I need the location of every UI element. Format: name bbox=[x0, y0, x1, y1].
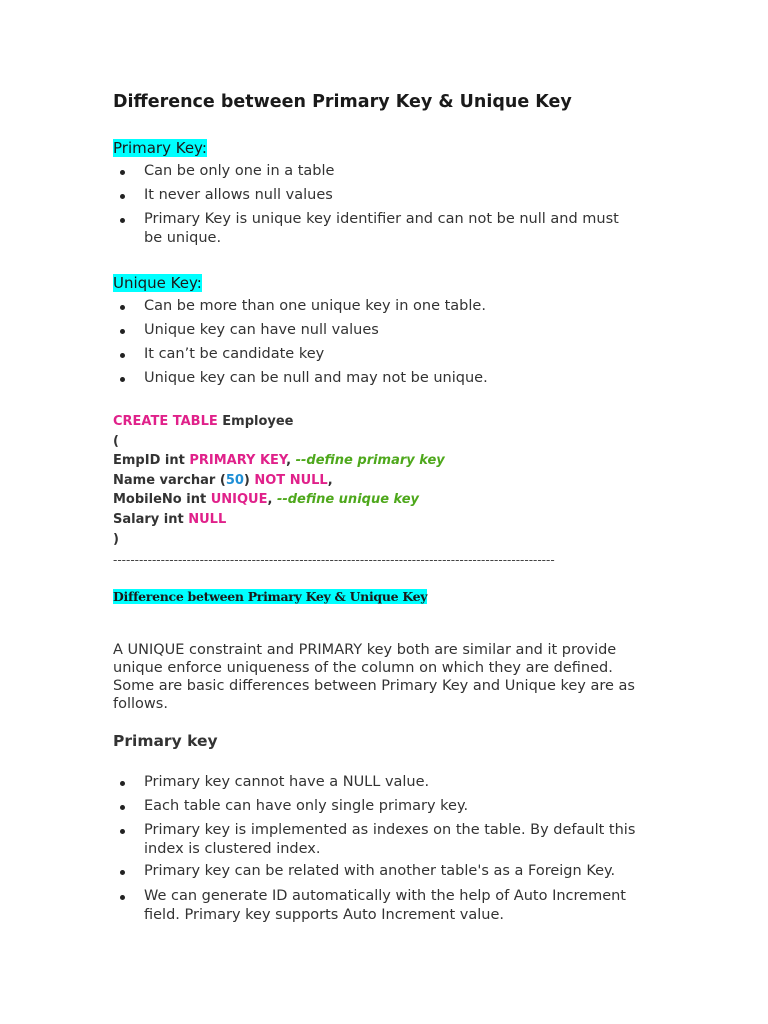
bullet-icon bbox=[120, 170, 125, 175]
bullet-icon bbox=[120, 781, 125, 786]
list-item: Each table can have only single primary key. bbox=[113, 797, 635, 821]
paragraph-line: A UNIQUE constraint and PRIMARY key both are similar and it provide bbox=[113, 642, 617, 658]
bullet-icon bbox=[120, 829, 125, 834]
code-line: Name varchar (50) NOT NULL, bbox=[113, 472, 333, 488]
primary-key-heading-text: Primary Key: bbox=[113, 139, 207, 157]
divider-line: ------------------------------------------------------------------------------------------------------ bbox=[113, 553, 555, 567]
bullet-icon bbox=[120, 329, 125, 334]
intro-paragraph bbox=[113, 641, 663, 713]
bullet-icon bbox=[120, 353, 125, 358]
list-item: Primary key is implemented as indexes on the table. By default this bbox=[113, 821, 635, 840]
bullet-icon bbox=[120, 377, 125, 382]
list-item: Can be only one in a table bbox=[113, 162, 619, 186]
bullet-icon bbox=[120, 805, 125, 810]
code-line: EmpID int PRIMARY KEY, --define primary key bbox=[113, 453, 445, 469]
code-line: MobileNo int UNIQUE, --define unique key bbox=[113, 492, 420, 508]
list-item: We can generate ID automatically with the help of Auto Increment bbox=[113, 887, 635, 906]
code-line: CREATE TABLE Employee bbox=[113, 414, 294, 429]
list-item: Primary key can be related with another table's as a Foreign Key. bbox=[113, 862, 635, 887]
page-title: Difference between Primary Key & Unique Key bbox=[113, 92, 572, 112]
bullet-icon bbox=[120, 218, 125, 223]
paragraph-line: follows. bbox=[113, 696, 168, 712]
list-item: It never allows null values bbox=[113, 186, 619, 210]
second-title bbox=[113, 589, 427, 604]
primary-key-heading bbox=[113, 139, 207, 157]
list-item: Unique key can have null values bbox=[113, 321, 488, 345]
list-item-continuation: index is clustered index. bbox=[144, 841, 321, 857]
unique-key-heading-text: Unique Key: bbox=[113, 274, 202, 292]
unique-key-heading bbox=[113, 274, 202, 292]
code-line: ( bbox=[113, 433, 119, 449]
list-item-continuation: be unique. bbox=[144, 230, 222, 246]
second-title-text: Difference between Primary Key & Unique Key bbox=[113, 589, 428, 604]
list-item: Primary key cannot have a NULL value. bbox=[113, 773, 635, 797]
unique-key-list bbox=[113, 297, 488, 393]
list-item: It can’t be candidate key bbox=[113, 345, 488, 369]
primary-key-list bbox=[113, 162, 619, 248]
list-item: Unique key can be null and may not be unique. bbox=[113, 369, 488, 393]
sql-code-block bbox=[113, 412, 445, 549]
code-line: Salary int NULL bbox=[113, 511, 227, 527]
list-item-continuation: field. Primary key supports Auto Increment value. bbox=[144, 907, 504, 923]
primary-key-section-heading: Primary key bbox=[113, 732, 218, 750]
paragraph-line: unique enforce uniqueness of the column on which they are defined. bbox=[113, 660, 613, 676]
bullet-icon bbox=[120, 194, 125, 199]
bullet-icon bbox=[120, 895, 125, 900]
code-line: ) bbox=[113, 531, 119, 547]
list-item: Can be more than one unique key in one table. bbox=[113, 297, 488, 321]
bullet-icon bbox=[120, 870, 125, 875]
paragraph-line: Some are basic differences between Primary Key and Unique key are as bbox=[113, 678, 635, 694]
bullet-icon bbox=[120, 305, 125, 310]
list-item: Primary Key is unique key identifier and can not be null and must bbox=[113, 210, 619, 229]
primary-key-details-list bbox=[113, 773, 635, 925]
